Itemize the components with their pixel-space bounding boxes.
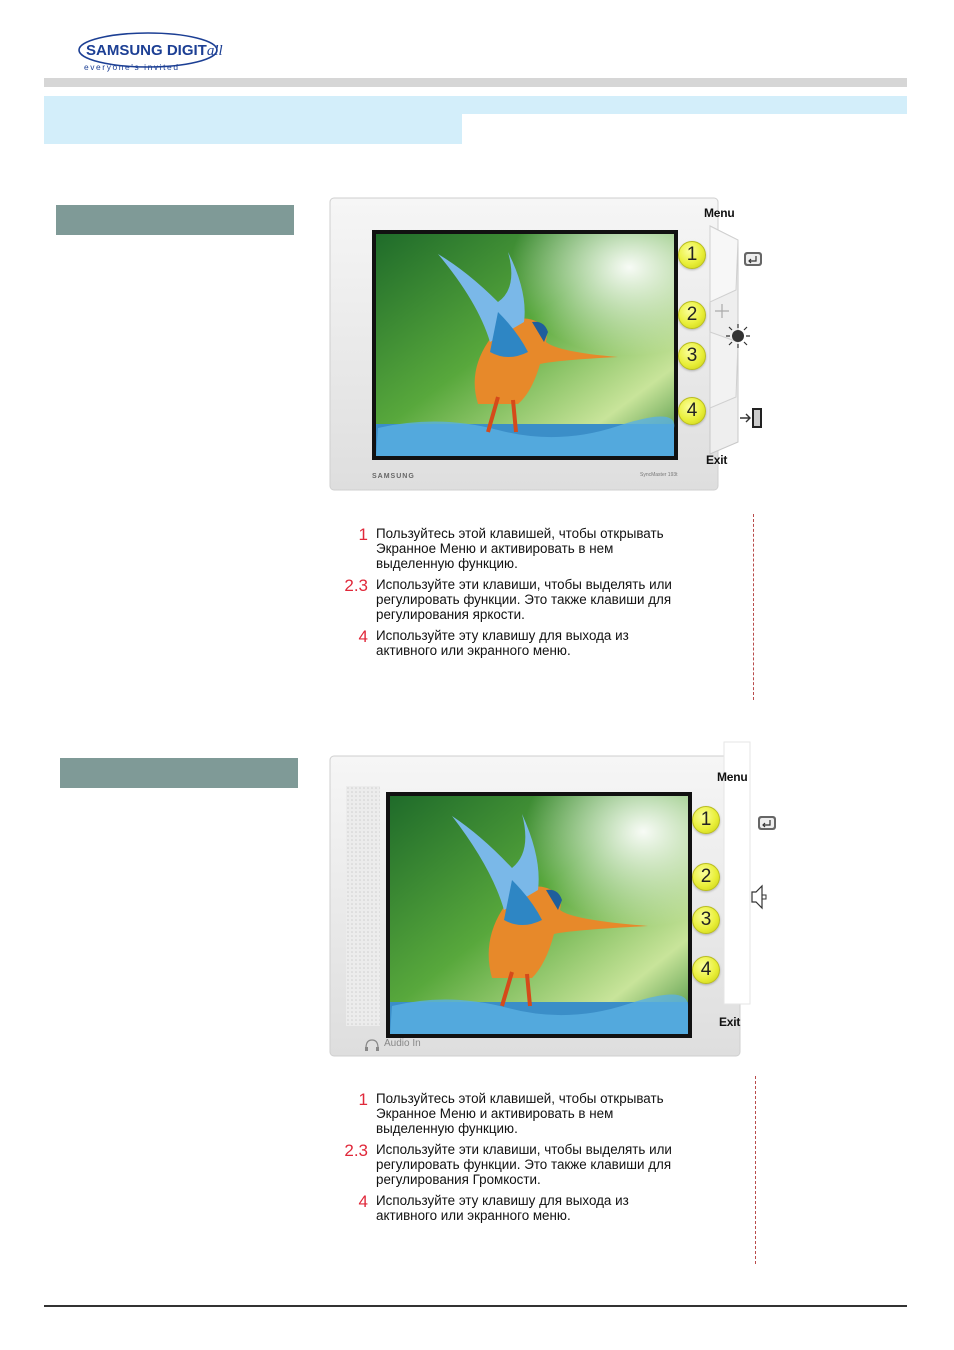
button-3-marker: 3 [678,342,706,370]
dashed-divider-2 [755,1076,756,1264]
exit-label: Exit [719,1015,741,1029]
section-tag-1 [56,205,294,235]
item-number: 1 [358,525,368,544]
speaker-icon [752,886,766,908]
menu-label: Menu [717,770,748,784]
button-3-marker: 3 [692,906,720,934]
footer-rule [44,1305,907,1307]
button-2-marker: 2 [692,863,720,891]
item-number: 1 [358,1090,368,1109]
item-number: 4 [358,627,368,646]
button-1-marker: 1 [678,241,706,269]
list-item [338,577,738,622]
item-text: Используйте эту клавишу для выхода из активного или экранного меню. [376,628,629,658]
svg-text:everyone's invited: everyone's invited [84,62,180,72]
item-number: 4 [358,1192,368,1211]
monitor-figure-2 [318,742,788,1067]
enter-icon [758,816,776,830]
menu-label: Menu [704,206,735,220]
monitor-figure-1 [318,192,788,502]
enter-icon [744,252,762,266]
list-item [338,1091,738,1136]
button-1-marker: 1 [692,806,720,834]
samsung-logo [78,32,223,74]
list-item [338,1142,738,1187]
list-item [338,1193,738,1223]
monitor-illustration-2 [318,742,788,1067]
svg-text:SAMSUNG DIGITall: SAMSUNG DIGITall [86,42,223,59]
description-list-2 [338,1091,738,1229]
dashed-divider-1 [753,514,754,700]
list-item [338,628,738,658]
button-4-marker: 4 [692,956,720,984]
item-text: Используйте эти клавиши, чтобы выделять или регулировать функции. Это также клавиши для регулирования яркости. [376,577,672,622]
exit-label: Exit [706,453,728,467]
item-text: Пользуйтесь этой клавишей, чтобы открывать Экранное Меню и активировать в нем выделенную функцию. [376,1091,664,1136]
title-band [44,96,462,144]
item-text: Пользуйтесь этой клавишей, чтобы открывать Экранное Меню и активировать в нем выделенную функцию. [376,526,664,571]
item-text: Используйте эти клавиши, чтобы выделять или регулировать функции. Это также клавиши для регулирования Громкости. [376,1142,672,1187]
item-number: 2.3 [344,1141,368,1160]
item-text: Используйте эту клавишу для выхода из активного или экранного меню. [376,1193,629,1223]
section-tag-2 [60,758,298,788]
header-rule [44,78,907,87]
exit-door-icon [740,408,762,428]
brightness-icon [726,324,750,348]
button-4-marker: 4 [678,397,706,425]
title-band-extension [462,96,907,114]
samsung-logo-graphic [78,32,223,74]
description-list-1 [338,526,738,664]
button-2-marker: 2 [678,301,706,329]
audio-in-label: Audio In [384,1038,421,1049]
monitor-model: SyncMaster 193t [640,472,678,478]
list-item [338,526,738,571]
monitor-brand: SAMSUNG [372,473,415,480]
item-number: 2.3 [344,576,368,595]
